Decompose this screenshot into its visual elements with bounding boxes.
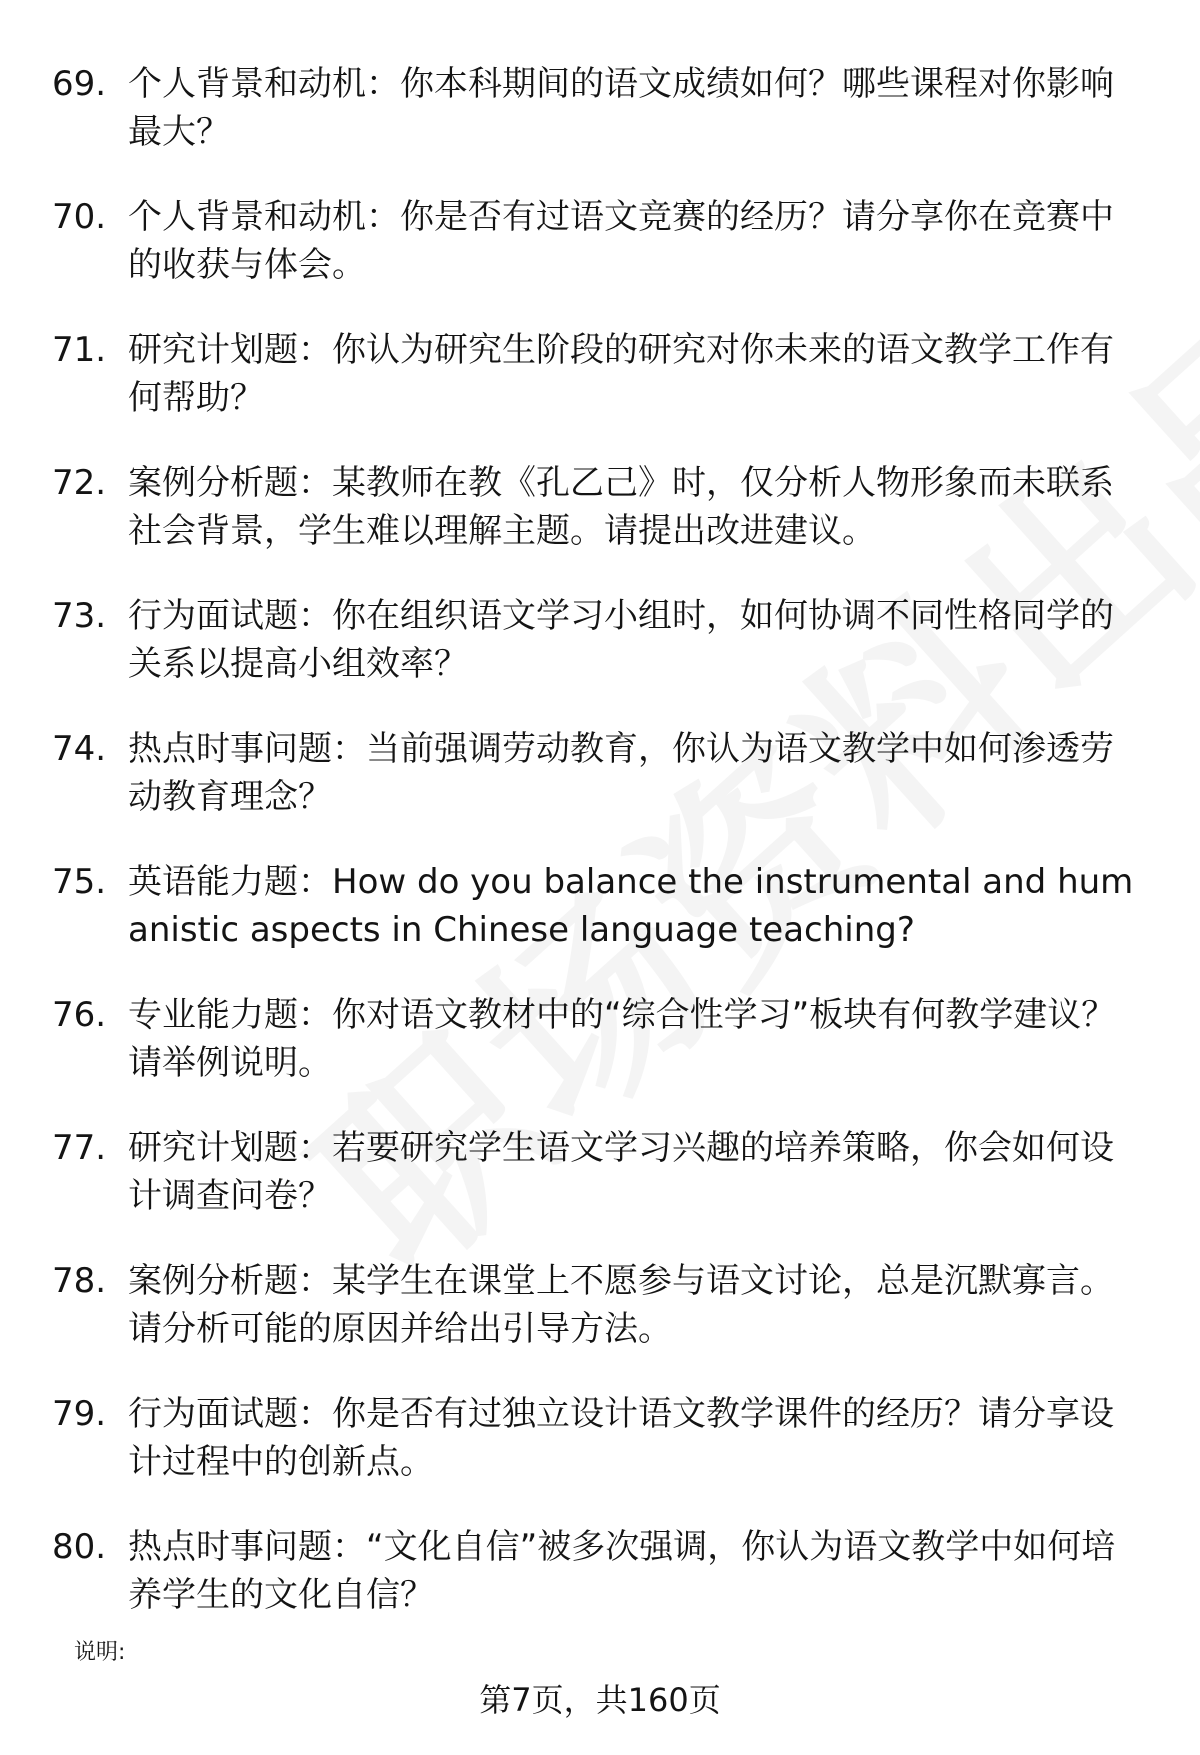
question-item — [0, 1390, 1200, 1523]
question-item — [0, 326, 1200, 459]
question-number: 73. — [52, 596, 107, 636]
question-item — [0, 60, 1200, 193]
question-item — [0, 1124, 1200, 1257]
question-item — [0, 592, 1200, 725]
question-text: 个人背景和动机：你是否有过语文竞赛的经历？请分享你在竞赛中的收获与体会。 — [128, 197, 1114, 285]
question-text: 行为面试题：你是否有过独立设计语文教学课件的经历？请分享设计过程中的创新点。 — [128, 1394, 1114, 1482]
question-text: 研究计划题：你认为研究生阶段的研究对你未来的语文教学工作有何帮助？ — [128, 330, 1114, 418]
question-text: 行为面试题：你在组织语文学习小组时，如何协调不同性格同学的关系以提高小组效率？ — [128, 596, 1114, 684]
question-number: 70. — [52, 197, 107, 237]
question-number: 74. — [52, 729, 107, 769]
question-text: 英语能力题：How do you balance the instrumental and humanistic aspects in Chinese language teaching? — [128, 862, 1134, 950]
question-number: 76. — [52, 995, 107, 1035]
question-text: 热点时事问题：当前强调劳动教育，你认为语文教学中如何渗透劳动教育理念？ — [128, 729, 1114, 817]
question-item — [0, 1523, 1200, 1656]
question-number: 77. — [52, 1128, 107, 1168]
question-number: 79. — [52, 1394, 107, 1434]
question-number: 72. — [52, 463, 107, 503]
question-text: 案例分析题：某教师在教《孔乙己》时，仅分析人物形象而未联系社会背景，学生难以理解主题。请提出改进建议。 — [128, 463, 1114, 551]
question-item — [0, 725, 1200, 858]
question-number: 71. — [52, 330, 107, 370]
question-number: 78. — [52, 1261, 107, 1301]
question-text: 案例分析题：某学生在课堂上不愿参与语文讨论，总是沉默寡言。请分析可能的原因并给出引导方法。 — [128, 1261, 1114, 1349]
question-text: 研究计划题：若要研究学生语文学习兴趣的培养策略，你会如何设计调查问卷？ — [128, 1128, 1114, 1216]
question-item — [0, 991, 1200, 1124]
question-list — [0, 60, 1200, 1656]
question-text: 热点时事问题：“文化自信”被多次强调，你认为语文教学中如何培养学生的文化自信？ — [128, 1527, 1116, 1615]
question-text: 个人背景和动机：你本科期间的语文成绩如何？哪些课程对你影响最大？ — [128, 64, 1114, 152]
question-number: 80. — [52, 1527, 107, 1567]
question-item — [0, 459, 1200, 592]
question-number: 69. — [52, 64, 107, 104]
question-item — [0, 193, 1200, 326]
question-number: 75. — [52, 862, 107, 902]
question-item — [0, 1257, 1200, 1390]
page-number-footer: 第7页，共160页 — [479, 1681, 721, 1719]
question-item — [0, 858, 1200, 991]
note-label: 说明: — [74, 1640, 126, 1665]
question-text: 专业能力题：你对语文教材中的“综合性学习”板块有何教学建议？请举例说明。 — [128, 995, 1116, 1083]
